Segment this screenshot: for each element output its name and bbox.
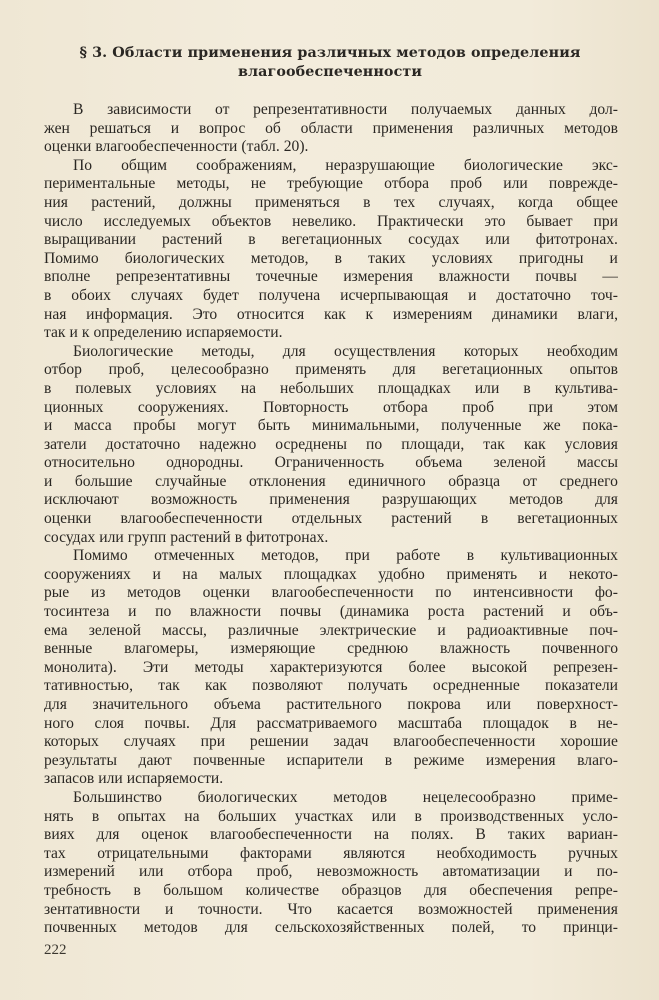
- text-line: отбор проб, целесообразно применять для вегетационных опытов: [44, 361, 618, 379]
- text-line: периментальные методы, не требующие отбора проб или поврежде-: [44, 175, 618, 193]
- text-line: в обоих случаях будет получена исчерпывающая и достаточно точ-: [44, 286, 618, 304]
- text-line: жен решаться и вопрос об области применения различных методов: [44, 119, 618, 137]
- text-line: относительно однородны. Ограниченность объема зеленой массы: [44, 454, 618, 472]
- text-line: вполне репрезентативны точечные измерения влажности почвы —: [44, 268, 618, 286]
- text-line: Помимо отмеченных методов, при работе в культивационных: [73, 547, 618, 565]
- text-line: ного слоя почвы. Для рассматриваемого масштаба площадок в не-: [44, 714, 618, 732]
- text-line: число исследуемых объектов невелико. Практически это бывает при: [44, 212, 618, 230]
- text-line: ния растений, должны применяться в тех случаях, когда общее: [44, 193, 618, 211]
- text-line: ционных сооружениях. Повторность отбора проб при этом: [44, 398, 618, 416]
- text-line: оценки влагообеспеченности (табл. 20).: [44, 138, 309, 156]
- text-line: виях для оценок влагообеспеченности на полях. В таких вариан-: [44, 826, 618, 844]
- text-line: В зависимости от репрезентативности получаемых данных дол-: [73, 101, 618, 118]
- page-number: 222: [44, 942, 67, 958]
- text-line: нять в опытах на больших участках или в производственных усло-: [44, 807, 618, 825]
- text-line: запасов или испаряемости.: [44, 770, 224, 788]
- text-line: в полевых условиях на небольших площадках или в культива-: [44, 379, 618, 397]
- text-line: Помимо биологических методов, в таких условиях пригодны и: [44, 249, 618, 267]
- text-line: выращивании растений в вегетационных сосудах или фитотронах.: [44, 231, 618, 249]
- text-line: почвенных методов для сельскохозяйственных полей, то принци-: [44, 919, 618, 937]
- section-heading-line-1: § 3. Области применения различных методов определения: [79, 45, 581, 61]
- text-line: рые из методов оценки влагообеспеченности по интенсивности фо-: [44, 584, 618, 602]
- text-line: венные влагомеры, измеряющие среднюю влажность почвенного: [44, 640, 618, 658]
- section-heading-line-2: влагообеспеченности: [237, 64, 423, 80]
- text-line: для значительного объема растительного покрова или поверхност-: [44, 696, 618, 713]
- text-line: тах отрицательными факторами являются необходимость ручных: [44, 844, 618, 862]
- text-line: сосудах или групп растений в фитотронах.: [44, 528, 329, 546]
- text-line: сооружениях и на малых площадках удобно применять и некото-: [44, 565, 618, 583]
- section-heading: [40, 44, 620, 82]
- text-line: оценки влагообеспеченности отдельных растений в вегетационных: [44, 510, 618, 528]
- text-line: исключают возможность применения разрушающих методов для: [44, 491, 618, 509]
- text-line: измерений или отбора проб, невозможность автоматизации и по-: [44, 863, 618, 881]
- text-line: ема зеленой массы, различные электрические и радиоактивные поч-: [44, 621, 618, 639]
- text-line: которых случаях при решении задач влагообеспеченности хорошие: [44, 733, 618, 751]
- text-line: зентативности и точности. Что касается возможностей применения: [44, 900, 618, 918]
- text-line: тативностью, так как позволяют получать осредненные показатели: [44, 677, 618, 695]
- text-line: Биологические методы, для осуществления которых необходим: [73, 342, 618, 360]
- text-line: и большие случайные отклонения единичного образца от среднего: [44, 472, 618, 490]
- text-line: Большинство биологических методов нецелесообразно приме-: [73, 788, 618, 806]
- text-line: результаты дают почвенные испарители в режиме измерения влаго-: [44, 751, 618, 769]
- text-line: тосинтеза и по влажности почвы (динамика роста растений и объ-: [44, 603, 618, 621]
- text-line: монолита). Эти методы характеризуются более высокой репрезен-: [44, 658, 618, 676]
- text-line: По общим соображениям, неразрушающие биологические экс-: [73, 156, 618, 174]
- text-line: затели достаточно надежно осреднены по площади, так как условия: [44, 435, 618, 453]
- text-line: ная информация. Это относится как к измерениям динамики влаги,: [44, 305, 618, 323]
- text-line: так и к определению испаряемости.: [44, 324, 283, 342]
- body-text: [44, 101, 618, 938]
- text-line: и масса пробы могут быть минимальными, полученные же пока-: [44, 417, 618, 435]
- text-line: требность в большом количестве образцов для обеспечения репре-: [44, 881, 618, 899]
